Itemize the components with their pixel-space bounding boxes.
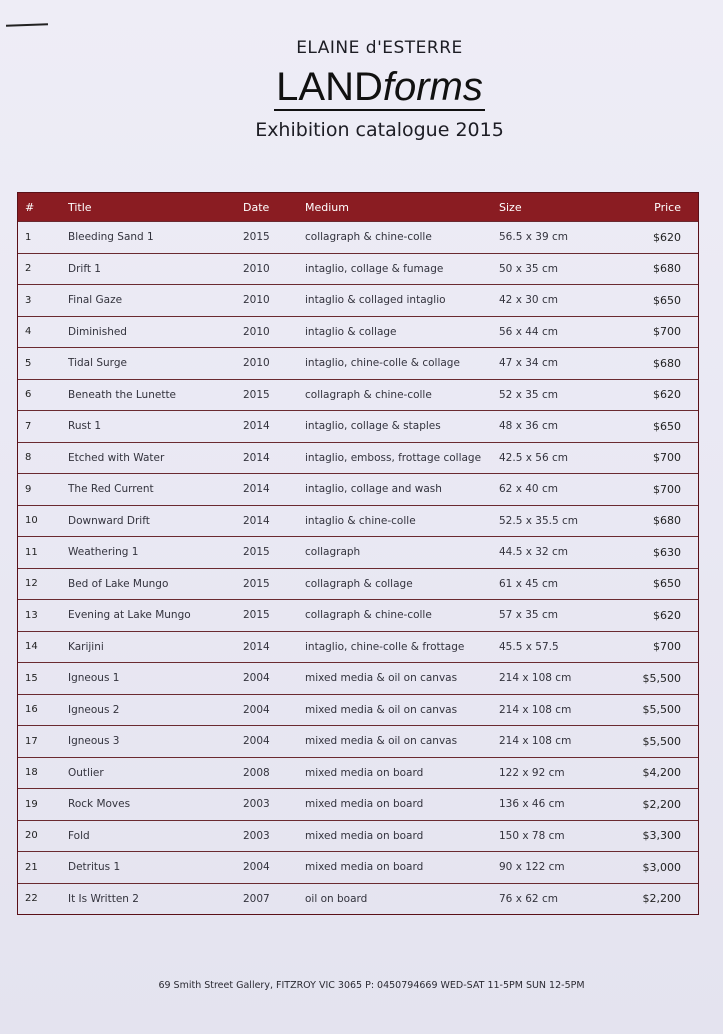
cell-medium: mixed media & oil on canvas bbox=[305, 735, 458, 748]
cell-title: Bed of Lake Mungo bbox=[68, 577, 169, 590]
cell-date: 2004 bbox=[243, 703, 270, 716]
cell-date: 2010 bbox=[243, 357, 270, 370]
cell-size: 45.5 x 57.5 bbox=[499, 640, 559, 653]
table-row bbox=[18, 221, 698, 253]
table-row bbox=[18, 851, 698, 883]
cell-num: 18 bbox=[25, 767, 38, 779]
table-row bbox=[18, 788, 698, 820]
cell-date: 2014 bbox=[243, 640, 270, 653]
cell-date: 2015 bbox=[243, 577, 270, 590]
cell-size: 122 x 92 cm bbox=[499, 766, 565, 779]
catalogue-subtitle: Exhibition catalogue 2015 bbox=[255, 119, 504, 141]
catalogue-table bbox=[17, 192, 699, 915]
cell-price: $700 bbox=[653, 640, 681, 654]
header-price: Price bbox=[654, 200, 681, 214]
cell-price: $5,500 bbox=[642, 734, 681, 748]
cell-date: 2015 bbox=[243, 546, 270, 559]
cell-date: 2015 bbox=[243, 231, 270, 244]
cell-date: 2007 bbox=[243, 892, 270, 905]
title-main: LAND bbox=[276, 65, 383, 109]
cell-num: 8 bbox=[25, 452, 32, 464]
gallery-footer: 69 Smith Street Gallery, FITZROY VIC 3065 P: 0450794669 WED-SAT 11-5PM SUN 12-5PM bbox=[158, 980, 585, 991]
table-row bbox=[18, 442, 698, 474]
cell-price: $620 bbox=[653, 608, 681, 622]
cell-date: 2014 bbox=[243, 514, 270, 527]
cell-title: Karijini bbox=[68, 640, 104, 653]
exhibition-title bbox=[274, 66, 485, 111]
cell-date: 2004 bbox=[243, 861, 270, 874]
cell-date: 2008 bbox=[243, 766, 270, 779]
cell-num: 19 bbox=[25, 798, 38, 810]
table-row bbox=[18, 316, 698, 348]
cell-price: $3,000 bbox=[642, 860, 681, 874]
cell-size: 214 x 108 cm bbox=[499, 672, 572, 685]
table-row bbox=[18, 725, 698, 757]
cell-medium: collagraph & chine-colle bbox=[305, 609, 432, 622]
cell-date: 2004 bbox=[243, 672, 270, 685]
cell-num: 6 bbox=[25, 389, 32, 401]
cell-price: $650 bbox=[653, 419, 681, 433]
table-row bbox=[18, 631, 698, 663]
cell-size: 47 x 34 cm bbox=[499, 357, 558, 370]
table-row bbox=[18, 473, 698, 505]
cell-size: 56 x 44 cm bbox=[499, 325, 558, 338]
cell-num: 21 bbox=[25, 861, 38, 873]
title-wrap bbox=[36, 66, 723, 111]
cell-date: 2015 bbox=[243, 609, 270, 622]
cell-medium: collagraph & chine-colle bbox=[305, 231, 432, 244]
cell-medium: intaglio, collage and wash bbox=[305, 483, 442, 496]
cell-title: Igneous 2 bbox=[68, 703, 120, 716]
cell-title: The Red Current bbox=[68, 483, 154, 496]
cell-num: 13 bbox=[25, 609, 38, 621]
cell-date: 2010 bbox=[243, 262, 270, 275]
cell-num: 2 bbox=[25, 263, 32, 275]
cell-title: Evening at Lake Mungo bbox=[68, 609, 191, 622]
cell-medium: intaglio, chine-colle & collage bbox=[305, 357, 460, 370]
table-row bbox=[18, 284, 698, 316]
cell-title: Igneous 3 bbox=[68, 735, 120, 748]
cell-title: Tidal Surge bbox=[68, 357, 127, 370]
cell-title: It Is Written 2 bbox=[68, 892, 139, 905]
table-row bbox=[18, 379, 698, 411]
cell-num: 22 bbox=[25, 893, 38, 905]
cell-title: Detritus 1 bbox=[68, 861, 121, 874]
header-title: Title bbox=[68, 200, 92, 214]
cell-medium: intaglio & collaged intaglio bbox=[305, 294, 446, 307]
cell-medium: mixed media & oil on canvas bbox=[305, 672, 458, 685]
cell-size: 150 x 78 cm bbox=[499, 829, 565, 842]
cell-price: $620 bbox=[653, 388, 681, 402]
cell-num: 3 bbox=[25, 294, 32, 306]
cell-date: 2010 bbox=[243, 325, 270, 338]
artist-name: ELAINE d'ESTERRE bbox=[296, 38, 463, 58]
cell-medium: intaglio, collage & staples bbox=[305, 420, 441, 433]
cell-num: 12 bbox=[25, 578, 38, 590]
cell-num: 16 bbox=[25, 704, 38, 716]
cell-size: 214 x 108 cm bbox=[499, 735, 572, 748]
catalogue-header bbox=[0, 38, 723, 141]
cell-num: 20 bbox=[25, 830, 38, 842]
cell-medium: collagraph & chine-colle bbox=[305, 388, 432, 401]
cell-title: Beneath the Lunette bbox=[68, 388, 177, 401]
cell-medium: mixed media on board bbox=[305, 861, 424, 874]
cell-date: 2010 bbox=[243, 294, 270, 307]
cell-medium: mixed media on board bbox=[305, 798, 424, 811]
header-size: Size bbox=[499, 200, 522, 214]
title-italic: forms bbox=[382, 65, 483, 109]
cell-date: 2014 bbox=[243, 483, 270, 496]
cell-num: 11 bbox=[25, 546, 38, 558]
cell-title: Etched with Water bbox=[68, 451, 165, 464]
cell-size: 57 x 35 cm bbox=[499, 609, 558, 622]
cell-num: 5 bbox=[25, 357, 32, 369]
cell-date: 2003 bbox=[243, 829, 270, 842]
cell-medium: collagraph & collage bbox=[305, 577, 413, 590]
cell-size: 61 x 45 cm bbox=[499, 577, 558, 590]
cell-price: $5,500 bbox=[642, 703, 681, 717]
cell-price: $680 bbox=[653, 514, 681, 528]
cell-title: Outlier bbox=[68, 766, 104, 779]
cell-medium: intaglio, emboss, frottage collage bbox=[305, 451, 482, 464]
cell-title: Bleeding Sand 1 bbox=[68, 231, 154, 244]
cell-title: Rust 1 bbox=[68, 420, 102, 433]
cell-size: 136 x 46 cm bbox=[499, 798, 565, 811]
cell-date: 2014 bbox=[243, 420, 270, 433]
cell-size: 76 x 62 cm bbox=[499, 892, 558, 905]
cell-num: 4 bbox=[25, 326, 32, 338]
cell-num: 9 bbox=[25, 483, 32, 495]
cell-price: $650 bbox=[653, 577, 681, 591]
cell-price: $700 bbox=[653, 451, 681, 465]
cell-title: Fold bbox=[68, 829, 90, 842]
table-row bbox=[18, 347, 698, 379]
table-row bbox=[18, 694, 698, 726]
cell-title: Rock Moves bbox=[68, 798, 131, 811]
cell-size: 44.5 x 32 cm bbox=[499, 546, 568, 559]
cell-date: 2015 bbox=[243, 388, 270, 401]
cell-medium: intaglio, chine-colle & frottage bbox=[305, 640, 465, 653]
cell-size: 52.5 x 35.5 cm bbox=[499, 514, 578, 527]
cell-size: 48 x 36 cm bbox=[499, 420, 558, 433]
cell-price: $2,200 bbox=[642, 892, 681, 906]
cell-price: $620 bbox=[653, 230, 681, 244]
table-row bbox=[18, 599, 698, 631]
cell-num: 7 bbox=[25, 420, 32, 432]
table-row bbox=[18, 820, 698, 852]
pen-mark bbox=[6, 23, 48, 26]
cell-title: Diminished bbox=[68, 325, 127, 338]
cell-medium: intaglio, collage & fumage bbox=[305, 262, 444, 275]
cell-title: Drift 1 bbox=[68, 262, 101, 275]
cell-price: $650 bbox=[653, 293, 681, 307]
cell-size: 62 x 40 cm bbox=[499, 483, 558, 496]
cell-medium: mixed media & oil on canvas bbox=[305, 703, 458, 716]
cell-num: 17 bbox=[25, 735, 38, 747]
header-date: Date bbox=[243, 200, 270, 214]
cell-num: 1 bbox=[25, 231, 32, 243]
cell-size: 214 x 108 cm bbox=[499, 703, 572, 716]
table-row bbox=[18, 536, 698, 568]
cell-medium: intaglio & collage bbox=[305, 325, 397, 338]
table-row bbox=[18, 662, 698, 694]
cell-price: $680 bbox=[653, 262, 681, 276]
cell-price: $680 bbox=[653, 356, 681, 370]
cell-price: $5,500 bbox=[642, 671, 681, 685]
cell-size: 52 x 35 cm bbox=[499, 388, 558, 401]
cell-date: 2004 bbox=[243, 735, 270, 748]
cell-medium: intaglio & chine-colle bbox=[305, 514, 416, 527]
table-row bbox=[18, 883, 698, 915]
table-row bbox=[18, 253, 698, 285]
cell-num: 15 bbox=[25, 672, 38, 684]
cell-title: Igneous 1 bbox=[68, 672, 120, 685]
cell-price: $4,200 bbox=[642, 766, 681, 780]
cell-price: $3,300 bbox=[642, 829, 681, 843]
cell-size: 50 x 35 cm bbox=[499, 262, 558, 275]
cell-date: 2003 bbox=[243, 798, 270, 811]
cell-price: $2,200 bbox=[642, 797, 681, 811]
cell-medium: mixed media on board bbox=[305, 829, 424, 842]
cell-medium: oil on board bbox=[305, 892, 368, 905]
table-header-row bbox=[18, 193, 698, 221]
cell-price: $630 bbox=[653, 545, 681, 559]
table-row bbox=[18, 505, 698, 537]
cell-num: 14 bbox=[25, 641, 38, 653]
header-medium: Medium bbox=[305, 200, 349, 214]
header-num: # bbox=[25, 200, 35, 214]
cell-title: Weathering 1 bbox=[68, 546, 139, 559]
cell-price: $700 bbox=[653, 482, 681, 496]
cell-date: 2014 bbox=[243, 451, 270, 464]
cell-size: 42.5 x 56 cm bbox=[499, 451, 568, 464]
table-row bbox=[18, 757, 698, 789]
cell-medium: mixed media on board bbox=[305, 766, 424, 779]
table-row bbox=[18, 568, 698, 600]
cell-size: 42 x 30 cm bbox=[499, 294, 558, 307]
cell-size: 90 x 122 cm bbox=[499, 861, 565, 874]
cell-medium: collagraph bbox=[305, 546, 361, 559]
cell-size: 56.5 x 39 cm bbox=[499, 231, 568, 244]
cell-num: 10 bbox=[25, 515, 38, 527]
table-row bbox=[18, 410, 698, 442]
cell-title: Downward Drift bbox=[68, 514, 150, 527]
cell-price: $700 bbox=[653, 325, 681, 339]
cell-title: Final Gaze bbox=[68, 294, 123, 307]
